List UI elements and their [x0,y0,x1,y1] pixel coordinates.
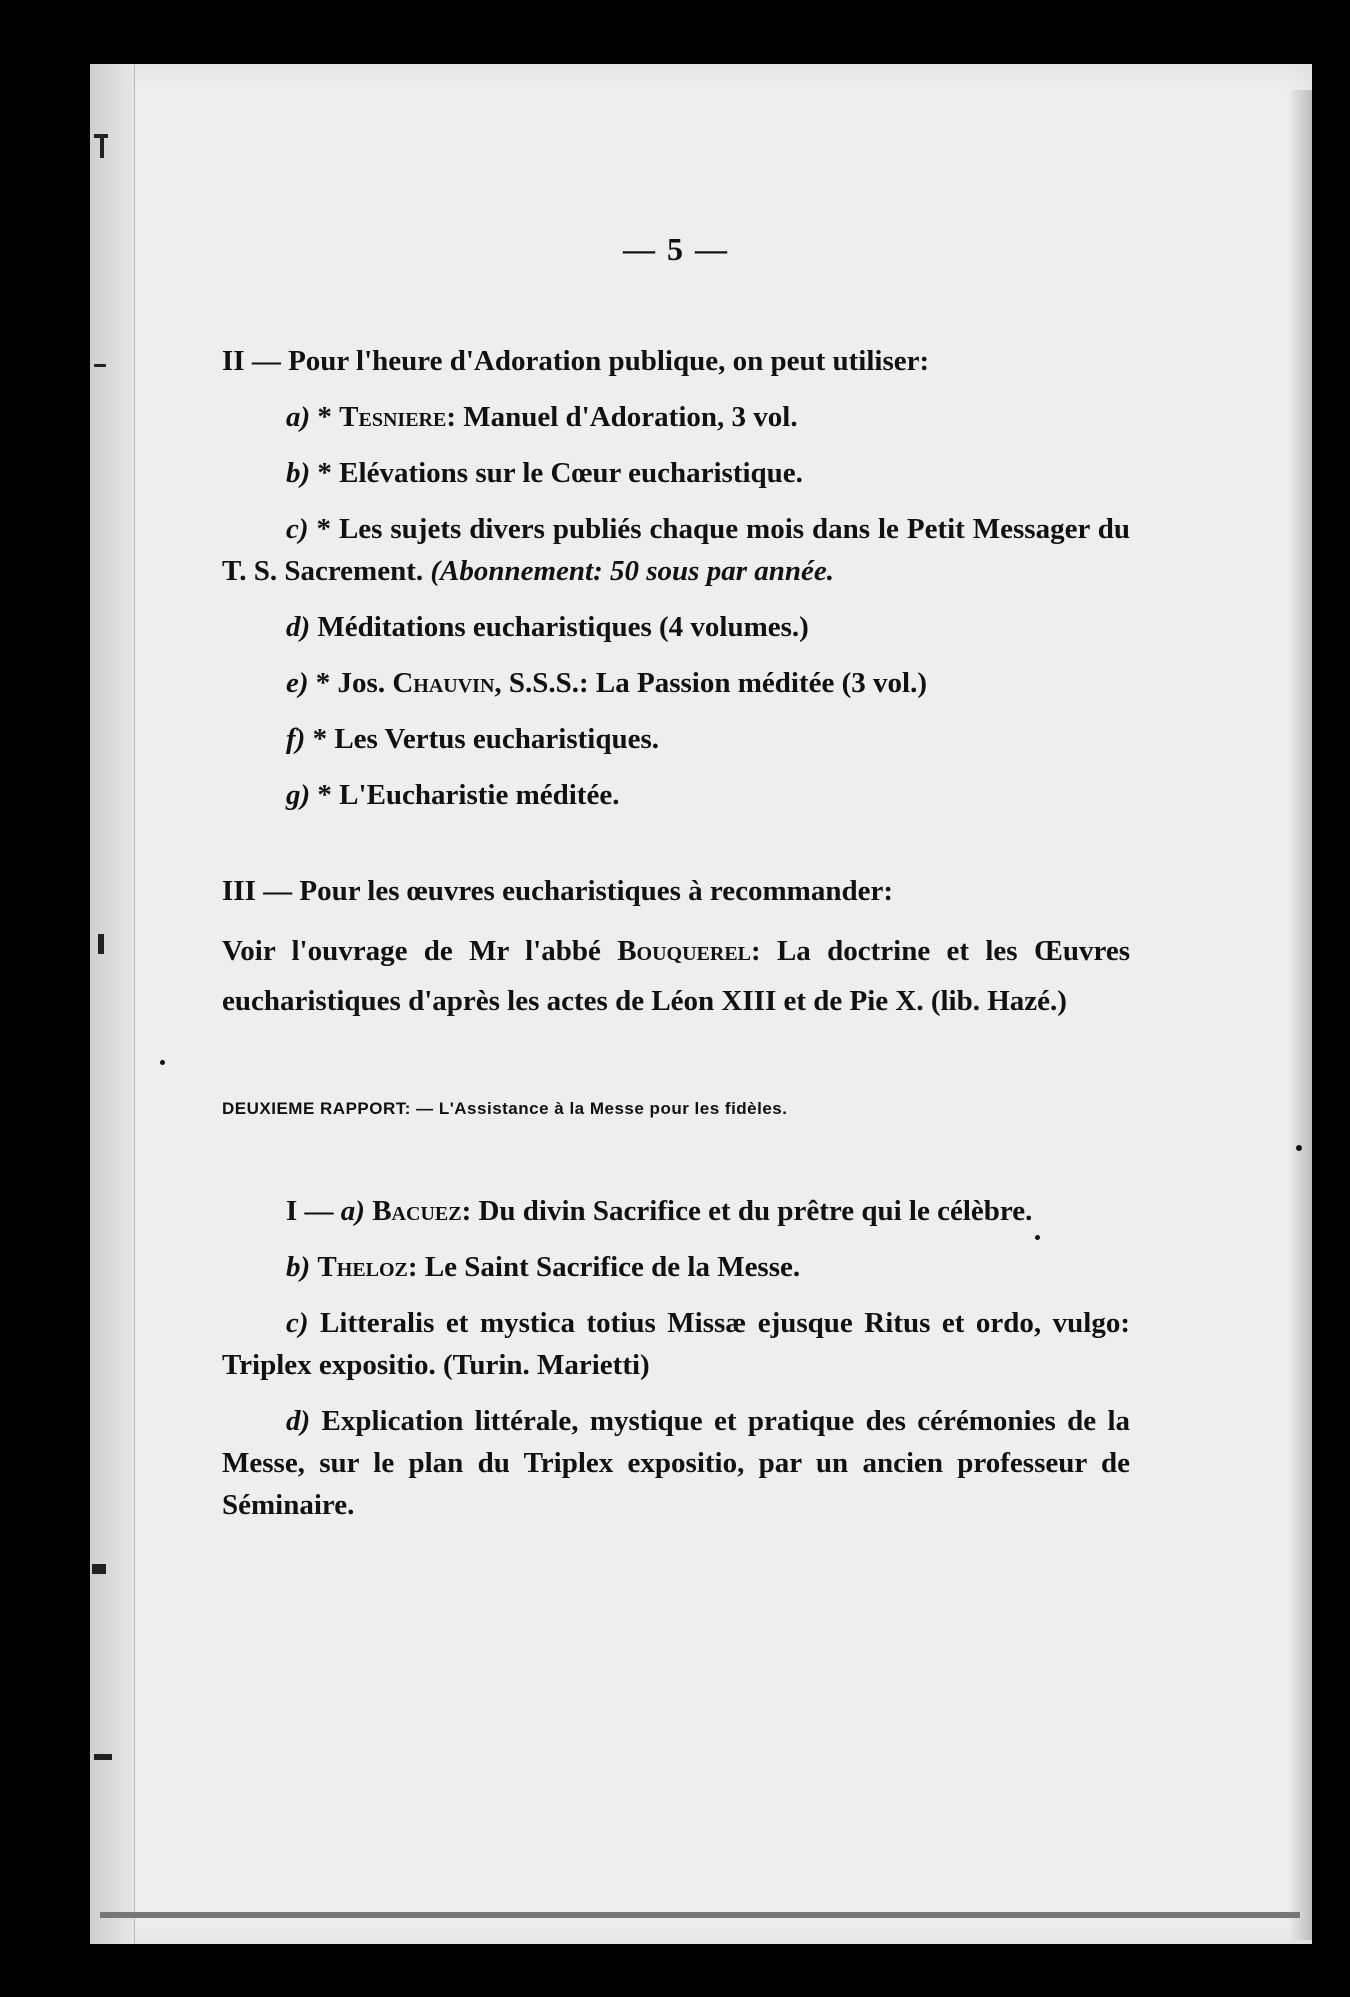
list-item-c: c) * Les sujets divers publiés chaque mois dans le Petit Messager du T. S. Sacrement. (Abonnement: 50 sous par année. [222,513,1131,587]
list-item-e: e) * Jos. Chauvin, S.S.S.: La Passion méditée (3 vol.) [286,667,927,699]
list-item-g: g) * L'Eucharistie méditée. [286,779,620,811]
list-item-f: f) * Les Vertus eucharistiques. [286,723,659,755]
page-number: — 5 — [623,231,729,267]
list-item-i-a: I — a) Bacuez: Du divin Sacrifice et du prêtre qui le célèbre. [286,1195,1033,1227]
list-item-d: d) Méditations eucharistiques (4 volumes.) [286,611,809,643]
list-item-i-b: b) Theloz: Le Saint Sacrifice de la Messe. [286,1251,801,1283]
scan-speck [1035,1235,1040,1240]
section-iii-heading: III — Pour les œuvres eucharistiques à recommander: [222,875,893,907]
page-content [222,228,1130,1540]
scan-speck [1296,1145,1302,1151]
page-bottom-edge [100,1912,1300,1918]
list-item-a: a) * Tesniere: Manuel d'Adoration, 3 vol. [286,401,798,433]
scan-speck [160,1060,165,1065]
list-item-i-c: c) Litteralis et mystica totius Missæ ejusque Ritus et ordo, vulgo: Triplex expositio. (Turin. Marietti) [222,1307,1130,1381]
page-binding-edge [90,64,135,1944]
section-ii-heading: II — Pour l'heure d'Adoration publique, on peut utiliser: [222,345,930,377]
section-iii-body: Voir l'ouvrage de Mr l'abbé Bouquerel: La doctrine et les Œuvres eucharistiques d'après les actes de Léon XIII et de Pie X. (lib. Hazé.) [222,935,1131,1017]
list-item-i-d: d) Explication littérale, mystique et pratique des cérémonies de la Messe, sur le plan du Triplex expositio, par un ancien professeur de Séminaire. [222,1405,1131,1521]
list-item-b: b) * Elévations sur le Cœur eucharistique. [286,457,803,489]
page-right-edge [1290,90,1312,1940]
second-report-heading: DEUXIEME RAPPORT: — L'Assistance à la Messe pour les fidèles. [222,1099,788,1118]
